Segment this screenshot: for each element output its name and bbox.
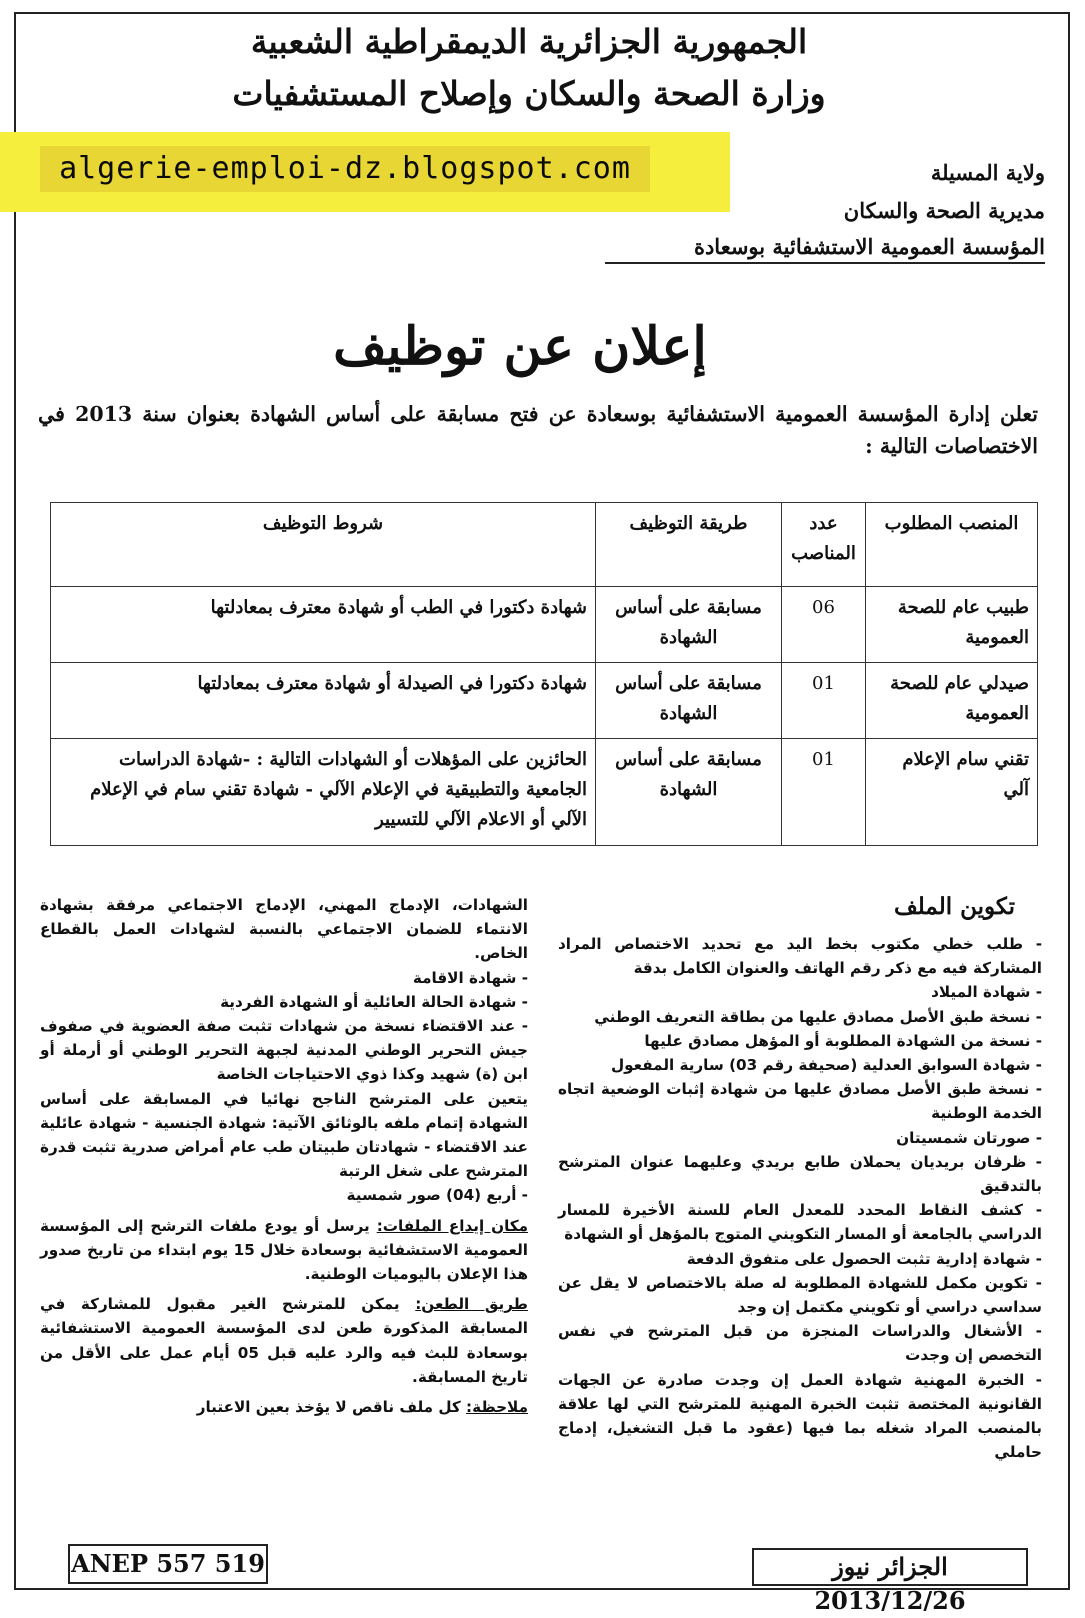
row-count: 06 — [782, 587, 866, 663]
table-row — [51, 738, 1038, 845]
intro-paragraph: تعلن إدارة المؤسسة العمومية الاستشفائية بوسعادة عن فتح مسابقة على أساس الشهادة بعنوان سنة 2013 في الاختصاصات التالية : — [38, 402, 1038, 458]
header-count: عدد المناصب — [782, 503, 866, 587]
row-method: مسابقة على أساس الشهادة — [596, 662, 782, 738]
file-items-column — [558, 932, 1042, 1464]
list-item: - نسخة طبق الأصل مصادق عليها من بطاقة التعريف الوطني — [594, 1007, 1042, 1026]
list-item: - شهادة الاقامة — [412, 968, 528, 987]
note-label: ملاحظة: — [466, 1398, 528, 1417]
header-position: المنصب المطلوب — [866, 503, 1038, 587]
appeal-text: يمكن للمترشح الغير مقبول للمشاركة في المسابقة المذكورة طعن لدى المؤسسة العمومية الاستشفائية بوسعادة للبث فيه والرد عليه قبل 05 أيام عمل على الأقل من تاريخ المسابقة. — [40, 1295, 528, 1386]
table-row — [51, 587, 1038, 663]
list-item: - شهادة السوابق العدلية (صحيفة رقم 03) سارية المفعول — [610, 1056, 1042, 1075]
wilaya-label: ولاية المسيلة — [930, 160, 1045, 185]
list-item: - كشف النقاط المحدد للمعدل العام للسنة الأخيرة للمسار الدراسي بالجامعة أو المسار التكويني المتوج بالمؤهل أو الشهادة — [558, 1201, 1042, 1244]
list-item: - صورتان شمسيتان — [896, 1128, 1042, 1147]
ministry-header: وزارة الصحة والسكان وإصلاح المستشفيات — [232, 74, 826, 113]
list-item: - الخبرة المهنية شهادة العمل إن وجدت صادرة عن الجهات القانونية المختصة تثبت الخبرة المهنية للمترشح التي لها علاقة بالمنصب المراد شغله بما فيها (عقود ما قبل التشغيل، إدماج حاملي — [558, 1370, 1042, 1462]
list-item: - ظرفان بريديان يحملان طابع بريدي وعليهما عنوان المترشح بالتدقيق — [558, 1152, 1042, 1196]
list-item: - عند الاقتضاء نسخة من شهادات تثبت صفة العضوية في صفوف جيش التحرير الوطني المدنية لجبهة التحرير الوطني أو أرملة أو ابن (ة) شهيد وكذا ذوي الاحتياجات الخاصة — [40, 1017, 528, 1084]
row-count: 01 — [782, 738, 866, 845]
list-item: - تكوين مكمل للشهادة المطلوبة له صلة بالاختصاص لا يقل عن سداسي دراسي أو تكويني مكتمل إن وجد — [558, 1273, 1042, 1317]
list-item: - شهادة الحالة العائلية أو الشهادة الفردية — [220, 992, 528, 1011]
banner-url-link[interactable]: algerie-emploi-dz.blogspot.com — [40, 146, 650, 192]
note-text: كل ملف ناقص لا يؤخذ بعين الاعتبار — [196, 1398, 461, 1417]
row-position: تقني سام الإعلام آلي — [866, 738, 1038, 845]
continuation-column — [40, 893, 528, 1419]
anep-reference: ANEP 557 519 — [68, 1544, 268, 1584]
table-row — [51, 662, 1038, 738]
list-item: - شهادة الميلاد — [931, 983, 1042, 1002]
appeal-section — [40, 1292, 528, 1389]
deposit-section — [40, 1214, 528, 1287]
header-method: طريقة التوظيف — [596, 503, 782, 587]
institution-label: المؤسسة العمومية الاستشفائية بوسعادة — [605, 232, 1045, 264]
publication-date: الجزائر نيوز 2013/12/26 — [752, 1548, 1028, 1586]
republic-header: الجمهورية الجزائرية الديمقراطية الشعبية — [250, 22, 808, 61]
list-item: - الأشغال والدراسات المنجزة من قبل المترشح في نفس التخصص إن وجدت — [558, 1322, 1042, 1365]
list-item: - نسخة طبق الأصل مصادق عليها من شهادة إثبات الوضعية اتجاه الخدمة الوطنية — [558, 1080, 1042, 1123]
row-method: مسابقة على أساس الشهادة — [596, 738, 782, 845]
row-count: 01 — [782, 662, 866, 738]
appeal-label: طريق الطعن: — [415, 1295, 528, 1314]
row-conditions: شهادة دكتورا في الطب أو شهادة معترف بمعادلتها — [51, 587, 596, 663]
row-position: صيدلي عام للصحة العمومية — [866, 662, 1038, 738]
deposit-text: يرسل أو يودع ملفات الترشح إلى المؤسسة العمومية الاستشفائية بوسعادة خلال 15 يوم ابتداء من تاريخ صدور هذا الإعلان باليوميات الوطنية. — [40, 1216, 528, 1284]
list-item: الشهادات، الإدماج المهني، الإدماج الاجتماعي مرفقة بشهادة الانتماء للضمان الاجتماعي بالنسبة لشهادات العمل بالقطاع الخاص. — [40, 896, 528, 963]
list-item: - أربع (04) صور شمسية — [346, 1186, 528, 1205]
table-header-row — [51, 503, 1038, 587]
list-item: - شهادة إدارية تثبت الحصول على متفوق الدفعة — [686, 1249, 1042, 1268]
positions-table — [50, 502, 1038, 846]
note-section — [40, 1395, 528, 1419]
list-item: - طلب خطي مكتوب بخط اليد مع تحديد الاختصاص المراد المشاركة فيه مع ذكر رقم الهاتف والعنوان الكامل بدقة — [558, 935, 1042, 978]
row-position: طبيب عام للصحة العمومية — [866, 587, 1038, 663]
directorate-label: مديرية الصحة والسكان — [843, 198, 1045, 223]
header-conditions: شروط التوظيف — [51, 503, 596, 587]
row-conditions: الحائزين على المؤهلات أو الشهادات التالية : -شهادة الدراسات الجامعية والتطبيقية في الإعلام الآلي - شهادة تقني سام في الإعلام الآلي أو الاعلام الآلي للتسيير — [51, 738, 596, 845]
row-method: مسابقة على أساس الشهادة — [596, 587, 782, 663]
page-title: إعلان عن توظيف — [333, 316, 707, 377]
list-item: - نسخة من الشهادة المطلوبة أو المؤهل مصادق عليها — [644, 1031, 1042, 1050]
deposit-label: مكان إيداع الملفات: — [376, 1216, 529, 1235]
list-item: يتعين على المترشح الناجح نهائيا في المسابقة على أساس الشهادة إتمام ملفه بالوثائق الآتية: شهادة الجنسية - شهادة عائلية عند الاقتضاء - شهادتان طبيتان طب عام أمراض صدرية تثبت قدرة المترشح على شغل الرتبة — [40, 1089, 528, 1181]
row-conditions: شهادة دكتورا في الصيدلة أو شهادة معترف بمعادلتها — [51, 662, 596, 738]
file-composition-title: تكوين الملف — [893, 893, 1015, 920]
